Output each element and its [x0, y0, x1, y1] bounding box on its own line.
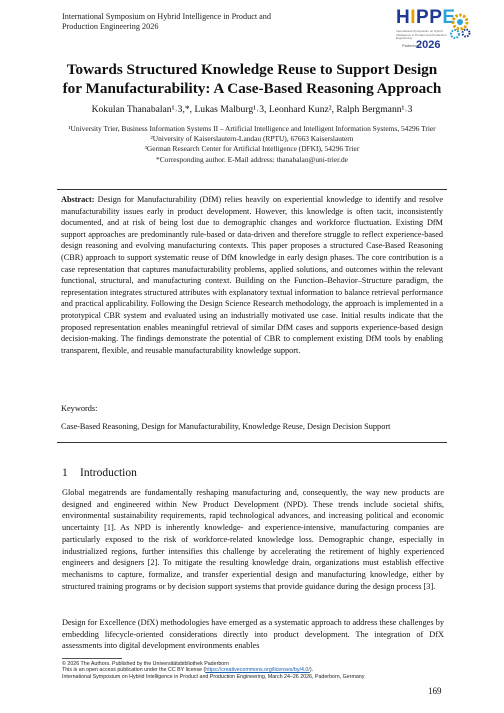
section-title: Introduction [80, 467, 137, 479]
copyright-line: © 2026 The Authors. Published by the Universitätsbibliothek Paderborn [62, 661, 229, 667]
hippe-logo [396, 8, 470, 52]
logo-letter: P [429, 7, 443, 28]
corresponding-author: *Corresponding author. E-Mail address: thanabalan@uni-trier.de [156, 154, 348, 164]
footer-rule [62, 658, 122, 659]
conference-line-2: Production Engineering 2026 [62, 22, 159, 31]
abstract-label: Abstract: [61, 195, 95, 204]
affiliations [40, 124, 464, 165]
license-suffix: ). [309, 667, 314, 674]
conference-header [62, 12, 312, 32]
affiliation-line: ³German Research Center for Artificial Intelligence (DFKI), 54296 Trier [144, 144, 360, 154]
body-paragraph: Design for Excellence (DfX) methodologies have emerged as a systematic approach to address these challenges by embedding lifecycle-oriented considerations directly into product development. The integration of DfX assessments into digital development environments enables [62, 618, 444, 651]
logo-letter: E [442, 7, 456, 28]
footer-notice [62, 661, 422, 680]
logo-city: Paderborn [402, 43, 421, 48]
license-prefix: This is an open access publication under the CC BY license ( [62, 667, 206, 674]
logo-letter: I [410, 7, 417, 28]
section-heading [62, 467, 137, 479]
logo-letter: P [416, 7, 430, 28]
logo-year: 2026 [416, 39, 441, 51]
keywords-text: Case-Based Reasoning, Design for Manufacturability, Knowledge Reuse, Design Decision Support [61, 422, 391, 431]
symposium-line: International Symposium on Hybrid Intelligence in Product and Production Engineering, March 24–26 2026, Paderborn, Germany [62, 673, 365, 680]
conference-line-1: International Symposium on Hybrid Intelligence in Product and [62, 12, 271, 21]
affiliation-line: ¹University Trier, Business Information Systems II – Artificial Intelligence and Intelligent Information Systems, 54296 Trier [68, 124, 436, 133]
affiliation-line: ²University of Kaiserslautern-Landau (RPTU), 67663 Kaiserslautern [150, 134, 354, 144]
license-link[interactable]: https://creativecommons.org/licenses/by/4.0/ [205, 667, 310, 674]
abstract-box [57, 189, 447, 443]
logo-tagline: International Symposium on Hybrid Intelligence in Product and Production Engineering [396, 29, 447, 41]
abstract [61, 194, 443, 356]
author-list: Kokulan Thanabalan¹˒3,*, Lukas Malburg¹˒3, Leonhard Kunz², Ralph Bergmann¹˒3 [91, 104, 413, 115]
title-line-2: for Manufacturability: A Case-Based Reasoning Approach [62, 80, 442, 97]
abstract-text: Design for Manufacturability (DfM) relies heavily on experiential knowledge to identify and resolve manufacturability issues early in product development. However, this knowledge is often tacit, inconsistently documented, and at risk of being lost due to demographic changes and workforce fluctuation. Existing DfM support approaches are predominantly rule-based or data-driven and therefore struggle to reflect experience-based design reasoning and evolving manufacturing contexts. This paper proposes a structured Case-Based Reasoning (CBR) approach to support systematic reuse of DfM knowledge in early design phases. The core contribution is a case representation that captures manufacturability problems, applied solutions, and outcomes within the relevant functional, structural, and manufacturing context. Building on the Function–Behavior–Structure paradigm, the representation integrates structured attributes with explanatory textual information to balance retrieval performance and practical applicability. Following the Design Science Research methodology, the approach is implemented in a prototypical CBR system and evaluated using an industrially motivated use case. Initial results indicate that the proposed representation enables meaningful retrieval of similar DfM cases and supports experience-based design decision-making. The findings demonstrate the potential of CBR to complement existing DfM tools by enabling transparent, flexible, and reusable manufacturability knowledge support. [61, 195, 444, 355]
page-number: 169 [428, 686, 442, 696]
section-number: 1 [62, 467, 68, 479]
keywords-label: Keywords: [61, 404, 98, 413]
paper-title [40, 60, 464, 98]
logo-letter: H [396, 7, 411, 28]
gear-icon [448, 12, 472, 40]
logo-wordmark [396, 8, 456, 28]
body-paragraph: Global megatrends are fundamentally reshaping manufacturing and, consequently, the way new products are designed and engineered within New Product Development (NPD). These trends include societal shifts, environmental sustainability requirements, rapid technological advances, and increasing political and economic uncertainty [1]. As NPD is inherently knowledge- and experience-intensive, manufacturing companies are particularly exposed to the risk of workforce-related knowledge loss. Demographic change, especially in industrialized regions, further intensifies this challenge by accelerating the retirement of highly experienced engineers and designers [2]. To mitigate the resulting knowledge drain, organizations must establish effective mechanisms to capture, formalize, and transfer experiential design and manufacturing knowledge, either by structured training programs or by decision support systems that provide guidance during the design process [3]. [62, 488, 444, 591]
title-line-1: Towards Structured Knowledge Reuse to Support Design [66, 61, 438, 78]
